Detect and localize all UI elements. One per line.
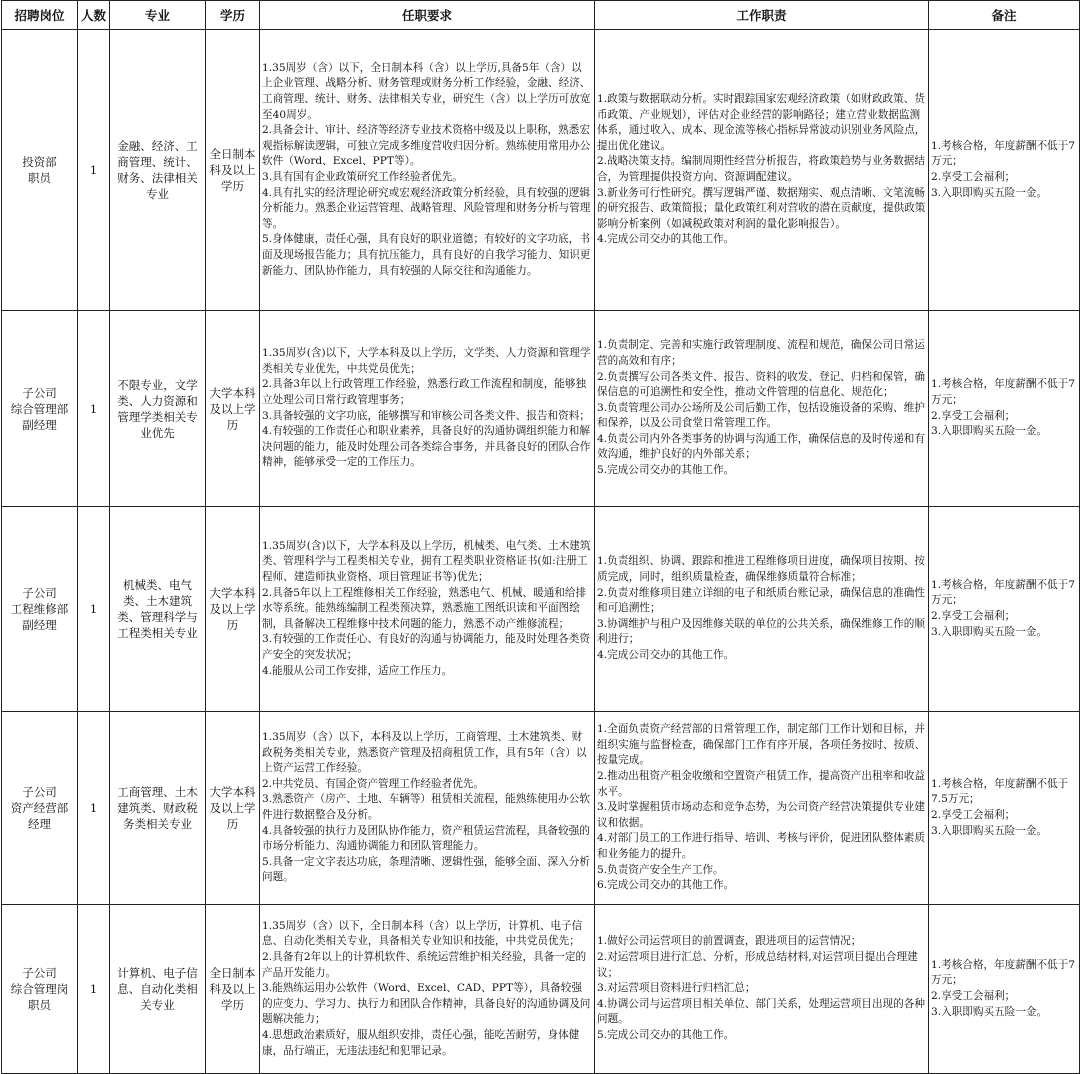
note-item: 3.入职即购买五险一金。 (931, 425, 1048, 438)
header-position: 招聘岗位 (2, 1, 78, 30)
duties-cell (595, 905, 929, 1074)
note-item: 2.享受工会福利； (931, 990, 1016, 1002)
requirement-item: 5.身体健康，责任心强，具有良好的职业道德；有较好的文字功底，书面及现场报告能力；具有抗压能力，具有良好的自我学习能力、知识更新能力、团队协作能力，具有较强的人际交往和沟通能力。 (262, 233, 591, 277)
duty-item: 3.协调维护与租户及因维修关联的单位的公共关系，确保维修工作的顺利进行； (597, 617, 925, 646)
education-cell: 大学本科及以上学历 (206, 507, 260, 712)
major-cell: 工商管理、土木建筑类、财政税务类相关专业 (110, 712, 206, 905)
position-cell: 子公司 资产经营部 经理 (2, 712, 78, 905)
duties-cell (595, 507, 929, 712)
duty-item: 2.战略决策支持。编制周期性经营分析报告，将政策趋势与业务数据结合，为管理提供投资方向、资源调配建议。 (597, 155, 925, 183)
note-item: 1.考核合格，年度薪酬不低于7万元； (931, 139, 1075, 168)
position-cell: 子公司 综合管理岗 职员 (2, 905, 78, 1074)
requirement-item: 2.具备有2年以上的计算机软件、系统运营维护相关经验，具备一定的产品开发能力。 (262, 951, 587, 979)
header-requirements: 任职要求 (260, 1, 595, 30)
note-item: 3.入职即购买五险一金。 (931, 186, 1048, 199)
requirements-cell (260, 30, 595, 311)
requirements-cell (260, 712, 595, 905)
recruitment-table (1, 0, 1080, 1074)
duty-item: 1.做好公司运营项目的前置调查，跟进项目的运营情况； (597, 935, 862, 948)
header-duties: 工作职责 (595, 1, 929, 30)
notes-cell (929, 905, 1080, 1074)
table-body (2, 30, 1080, 1074)
requirement-item: 4.具备较强的执行力及团队协作能力，资产租赁运营流程，具备较强的市场分析能力、沟通协调能力和团队管理能力。 (262, 824, 590, 853)
count-cell: 1 (78, 712, 110, 905)
education-cell: 大学本科及以上学历 (206, 712, 260, 905)
note-item: 2.享受工会福利； (931, 171, 1016, 183)
duty-item: 2.负责对维修项目建立详细的电子和纸质台账记录，确保信息的准确性和可追溯性； (597, 586, 925, 615)
notes-cell (929, 30, 1080, 311)
major-cell: 金融、经济、工商管理、统计、财务、法律相关专业 (110, 30, 206, 311)
requirement-item: 3.有较强的工作责任心、有良好的沟通与协调能力，能及时处理各类资产安全的突发状况； (262, 633, 590, 661)
header-count: 人数 (78, 1, 110, 30)
duty-item: 4.协调公司与运营项目相关单位、部门关系，处理运营项目出现的各种问题。 (597, 997, 925, 1026)
duty-item: 2.对运营项目进行汇总、分析，形成总结材料,对运营项目提出合理建议； (597, 951, 918, 979)
note-item: 3.入职即购买五险一金。 (931, 625, 1048, 638)
note-item: 1.考核合格，年度薪酬不低于7.5万元； (931, 777, 1069, 806)
position-cell: 子公司 工程维修部 副经理 (2, 507, 78, 712)
count-cell: 1 (78, 311, 110, 507)
requirements-cell (260, 507, 595, 712)
duty-item: 4.完成公司交办的其他工作。 (597, 233, 735, 246)
duty-item: 1.政策与数据联动分析。实时跟踪国家宏观经济政策（如财政政策、货币政策、产业规划），评估对企业经营的影响路径；建立营业数据监测体系，通过收入、成本、现金流等核心指标异常波动识别业务风险点，提出优化建议。 (597, 93, 926, 152)
header-education: 学历 (206, 1, 260, 30)
note-item: 3.入职即购买五险一金。 (931, 1005, 1048, 1018)
requirement-item: 4.思想政治素质好，服从组织安排，责任心强，能吃苦耐劳，身体健康，品行端正，无违法违纪和犯罪记录。 (262, 1028, 580, 1057)
duty-item: 1.负责制定、完善和实施行政管理制度、流程和规范，确保公司日常运营的高效和有序； (597, 339, 925, 367)
header-major: 专业 (110, 1, 206, 30)
duties-cell (595, 30, 929, 311)
requirement-item: 4.有较强的工作责任心和职业素养，具备良好的沟通协调组织能力和解决问题的能力，能及时处理公司各类综合事务，并具备良好的团队合作精神，能够承受一定的工作压力。 (262, 425, 591, 469)
count-cell: 1 (78, 507, 110, 712)
note-item: 2.享受工会福利； (931, 809, 1016, 821)
table-row (2, 507, 1080, 712)
duty-item: 4.完成公司交办的其他工作。 (597, 648, 735, 661)
duty-item: 5.完成公司交办的其他工作。 (597, 464, 735, 477)
duties-cell (595, 712, 929, 905)
note-item: 2.享受工会福利； (931, 610, 1016, 622)
requirement-item: 2.具备3年以上行政管理工作经验，熟悉行政工作流程和制度，能够独立处理公司日常行政管理事务； (262, 378, 587, 406)
duty-item: 2.推动出租资产租金收缴和空置资产租赁工作，提高资产出租率和收益水平。 (597, 770, 925, 798)
requirement-item: 3.熟悉资产（房产、土地、车辆等）租赁相关流程，能熟练使用办公软件进行数据整合及分析。 (262, 793, 590, 821)
requirement-item: 2.中共党员、有国企资产管理工作经验者优先。 (262, 777, 484, 790)
education-cell: 大学本科及以上学历 (206, 311, 260, 507)
duty-item: 6.完成公司交办的其他工作。 (597, 879, 735, 892)
table-row (2, 30, 1080, 311)
requirement-item: 3.具有国有企业政策研究工作经验者优先。 (262, 171, 463, 183)
count-cell: 1 (78, 30, 110, 311)
table-row (2, 311, 1080, 507)
requirement-item: 2.具备会计、审计、经济等经济专业技术资格中级及以上职称，熟悉宏观指标解读逻辑，可独立完成多维度营收归因分析。熟练使用常用办公软件（Word、Excel、PPT等）。 (262, 124, 591, 168)
notes-cell (929, 712, 1080, 905)
notes-cell (929, 507, 1080, 712)
note-item: 3.入职即购买五险一金。 (931, 824, 1048, 837)
requirement-item: 1.35周岁（含）以下，本科及以上学历，工商管理、土木建筑类、财政税务类相关专业，熟悉资产管理及招商租赁工作，具有5年（含）以上资产运营工作经验。 (262, 731, 587, 775)
duties-cell (595, 311, 929, 507)
count-cell: 1 (78, 905, 110, 1074)
duty-item: 5.完成公司交办的其他工作。 (597, 1028, 735, 1041)
requirement-item: 4.能服从公司工作安排，适应工作压力。 (262, 664, 453, 677)
requirement-item: 3.能熟练运用办公软件（Word、Excel、CAD、PPT等），具备较强的应变力、学习力、执行力和团队合作精神，具备良好的沟通协调及问题解决能力； (262, 982, 591, 1026)
duty-item: 3.新业务可行性研究。撰写逻辑严谨、数据翔实、观点清晰、文笔流畅的研究报告、政策简报；量化政策红利对营收的潜在贡献度，提供政策影响分析案例（如减税政策对利润的量化影响报告）。 (597, 186, 926, 230)
table-row (2, 712, 1080, 905)
table-row (2, 905, 1080, 1074)
education-cell: 全日制本科及以上学历 (206, 30, 260, 311)
note-item: 1.考核合格，年度薪酬不低于7万元； (931, 378, 1075, 406)
requirement-item: 3.具备较强的文字功底，能够撰写和审核公司各类文件、报告和资料； (262, 409, 590, 422)
major-cell: 不限专业，文学类、人力资源和管理学类相关专业优先 (110, 311, 206, 507)
position-cell: 子公司 综合管理部 副经理 (2, 311, 78, 507)
major-cell: 计算机、电子信息、自动化类相关专业 (110, 905, 206, 1074)
duty-item: 1.负责组织、协调、跟踪和推进工程维修项目进度，确保项目按期、按质完成，同时，组织质量检查，确保维修质量符合标准； (597, 555, 925, 584)
duty-item: 2.负责撰写公司各类文件、报告、资料的收发、登记、归档和保管，确保信息的可追溯性和安全性，推动文件管理的信息化、规范化； (597, 370, 925, 399)
requirements-cell (260, 311, 595, 507)
major-cell: 机械类、电气类、土木建筑类、管理科学与工程类相关专业 (110, 507, 206, 712)
duty-item: 3.及时掌握租赁市场动态和竞争态势，为公司资产经营决策提供专业建议和依据。 (597, 801, 925, 829)
requirement-item: 1.35周岁（含）以下，全日制本科（含）以上学历,具备5年（含）以上企业管理、战略分析、财务管理或财务分析工作经验，金融、经济、工商管理、统计、财务、法律相关专业，研究生（含）以上学历可放宽至40周岁。 (262, 61, 591, 121)
requirement-item: 2.具备5年以上工程维修相关工作经验，熟悉电气、机械、暖通和给排水等系统。能熟练编制工程类预决算，熟悉施工图纸识读和平面图绘制，具备解决工程维修中技术问题的能力，熟悉不动产维修流程； (262, 586, 587, 630)
requirements-cell (260, 905, 595, 1074)
requirement-item: 5.具备一定文字表达功底，条理清晰、逻辑性强，能够全面、深入分析问题。 (262, 855, 590, 884)
note-item: 1.考核合格，年度薪酬不低于7万元； (931, 958, 1075, 987)
requirement-item: 1.35周岁(含)以下，大学本科及以上学历，机械类、电气类、土木建筑类、管理科学与工程类相关专业，拥有工程类职业资格证书(如:注册工程师、建造师执业资格、项目管理证书等)优先； (262, 539, 591, 584)
requirement-item: 4.具有扎实的经济理论研究或宏观经济政策分析经验，具有较强的逻辑分析能力。熟悉企业运营管理、战略管理、风险管理和财务分析与管理等。 (262, 186, 591, 230)
education-cell: 全日制本科及以上学历 (206, 905, 260, 1074)
requirement-item: 1.35周岁（含）以下，全日制本科（含）以上学历，计算机、电子信息、自动化类相关专业，具备相关专业知识和技能，中共党员优先； (262, 919, 583, 948)
duty-item: 3.对运营项目资料进行归档汇总； (597, 982, 756, 995)
notes-cell (929, 311, 1080, 507)
duty-item: 4.对部门员工的工作进行指导、培训、考核与评价，促进团队整体素质和业务能力的提升。 (597, 832, 925, 860)
duty-item: 3.负责管理公司办公场所及公司后勤工作，包括设施设备的采购、维护和保养，以及公司食堂日常管理工作。 (597, 401, 925, 430)
header-row (2, 1, 1080, 30)
header-notes: 备注 (929, 1, 1080, 30)
requirement-item: 1.35周岁(含)以下，大学本科及以上学历，文学类、人力资源和管理学类相关专业优先，中共党员优先； (262, 347, 591, 375)
note-item: 1.考核合格，年度薪酬不低于7万元； (931, 578, 1075, 607)
duty-item: 1.全面负责资产经营部的日常管理工作，制定部门工作计划和目标，并组织实施与监督检查，确保部门工作有序开展，各项任务按时、按质、按量完成。 (597, 723, 926, 767)
duty-item: 5.负责资产安全生产工作。 (597, 863, 724, 876)
duty-item: 4.负责公司内外各类事务的协调与沟通工作，确保信息的及时传递和有效沟通，维护良好的内外部关系； (597, 432, 925, 461)
position-cell: 投资部 职员 (2, 30, 78, 311)
note-item: 2.享受工会福利； (931, 409, 1016, 422)
